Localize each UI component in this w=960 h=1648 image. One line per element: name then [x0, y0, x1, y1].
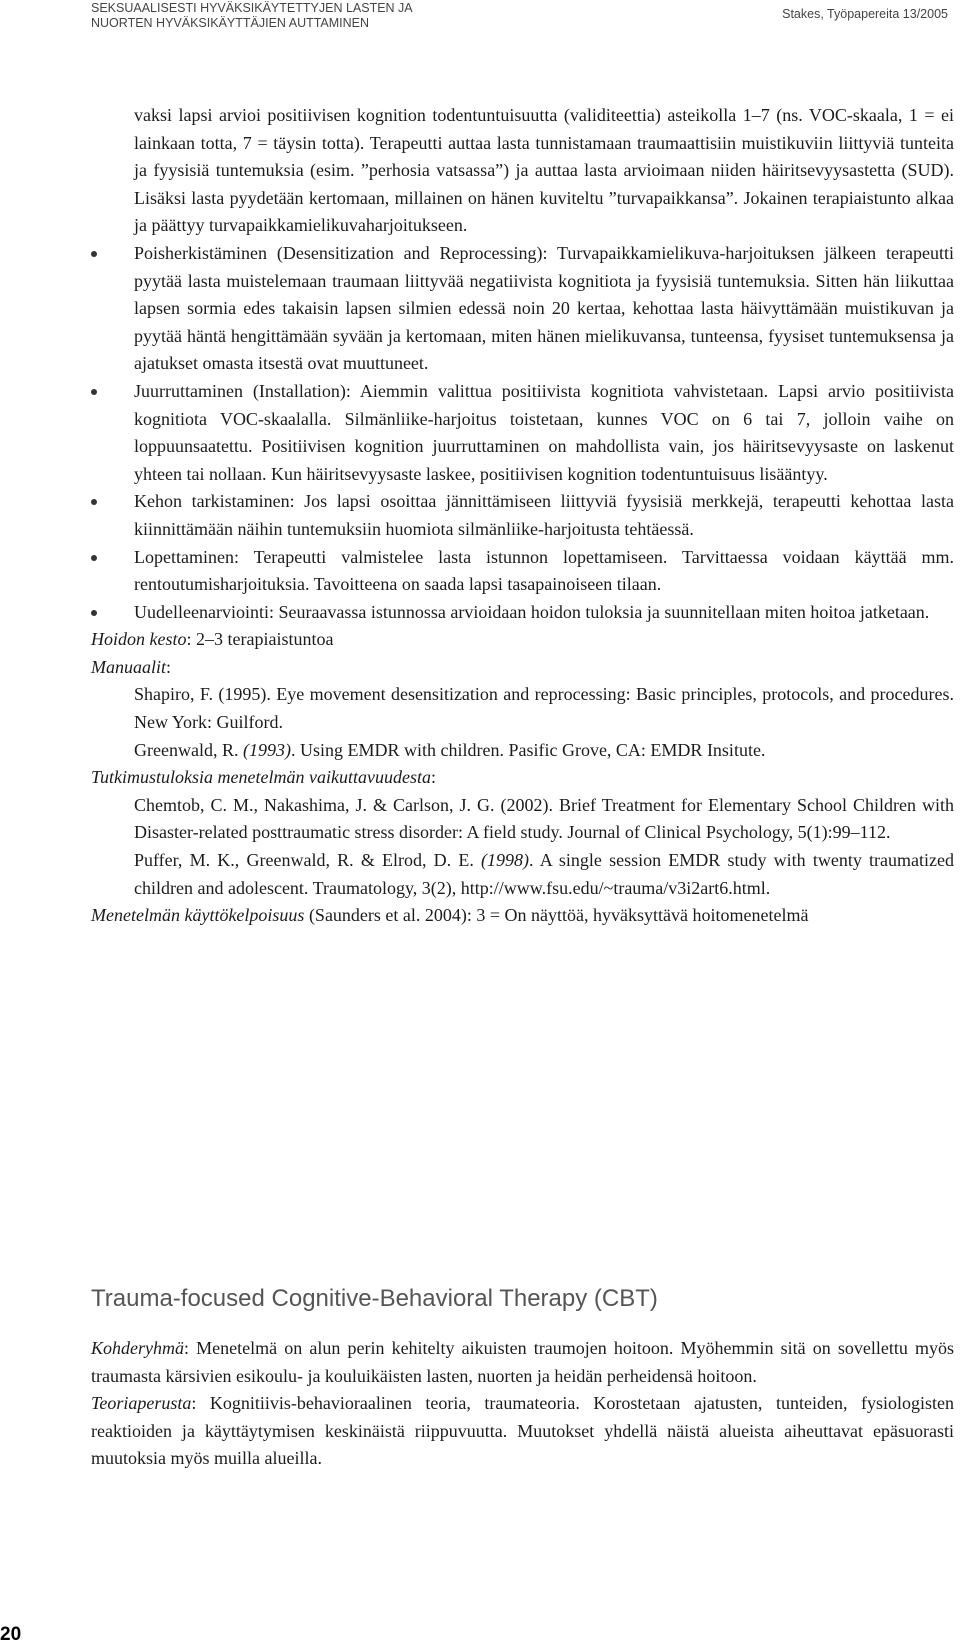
phase-list	[91, 240, 954, 626]
method-applicability: Menetelmän käyttökelpoisuus (Saunders et al. 2004): 3 = On näyttöä, hyväksyttävä hoitomenetelmä	[91, 905, 809, 926]
theory-basis: Teoriaperusta: Kognitiivis-behavioraalinen teoria, traumateoria. Korostetaan ajatusten, tunteiden, fysiologisten reaktioiden ja käyttäytymisen keskinäistä riippuvuutta. Muutokset yhdellä näistä alueista aiheuttavat epäsuorasti muutoksia myös muilla alueilla.	[91, 1393, 954, 1469]
list-item: Uudelleenarviointi: Seuraavassa istunnossa arvioidaan hoidon tuloksia ja suunnitellaan miten hoitoa jatketaan.	[91, 599, 954, 627]
intro-paragraph: vaksi lapsi arvioi positiivisen kognition todentuntuisuutta (validiteettia) asteikolla 1–7 (ns. VOC-skaala, 1 = ei lainkaan totta, 7 = täysin totta). Terapeutti auttaa lasta tunnistamaan traumaattisiin muistikuviin liittyviä tunteita ja fyysisiä tuntemuksia (esim. ”perhosia vatsassa”) ja auttaa lasta arvioimaan niiden häiritsevyysastetta (SUD). Lisäksi lasta pyydetään kertomaan, millainen on hänen kuviteltu ”turvapaikkansa”. Jokainen terapiaistunto alkaa ja päättyy turvapaikkamielikuvaharjoitukseen.	[134, 105, 954, 236]
section-heading: Trauma-focused Cognitive-Behavioral Therapy (CBT)	[91, 1285, 658, 1312]
list-item: Kehon tarkistaminen: Jos lapsi osoittaa jännittämiseen liittyviä fyysisiä merkkejä, terapeutti kehottaa lasta kiinnittämään näihin tuntemuksiin huomiota silmänliike-harjoitusta tehtäessä.	[91, 488, 954, 543]
cbt-content	[91, 1335, 954, 1473]
list-item: Poisherkistäminen (Desensitization and Reprocessing): Turvapaikkamielikuva-harjoituksen jälkeen terapeutti pyytää lasta muistelemaan traumaan liittyvää negatiivista kognitiota ja fyysisiä tuntemuksia. Sitten hän liikuttaa lapsen sormia edes takaisin lapsen silmien edessä noin 20 kertaa, kehottaa lasta häivyttämään muistikuvan ja pyytää häntä hengittämään syvään ja kertomaan, miten hänen mielikuvansa, tunteensa, fyysiset tuntemuksensa ja ajatukset omasta itsestä ovat muuttuneet.	[91, 240, 954, 378]
bullet-icon	[91, 555, 97, 561]
running-header-line-1: SEKSUAALISESTI HYVÄKSIKÄYTETTYJEN LASTEN JA	[91, 1, 413, 15]
running-header-publication: Stakes, Työpapereita 13/2005	[782, 7, 948, 21]
bullet-icon	[91, 499, 97, 505]
research-reference: Chemtob, C. M., Nakashima, J. & Carlson, J. G. (2002). Brief Treatment for Elementary School Children with Disaster-related posttraumatic stress disorder: A field study. Journal of Clinical Psychology, 5(1):99–112.	[134, 794, 954, 843]
page-number: 20	[0, 1624, 22, 1645]
list-item: Juurruttaminen (Installation): Aiemmin valittua positiivista kognitiota vahvistetaan. Lapsi arvio positiivista kognitiota VOC-skaalalla. Silmänliike-harjoitus toistetaan, kunnes VOC on 6 tai 7, jolloin vaihe on loppuunsaatettu. Positiivisen kognition juurruttaminen on mahdollista vain, jos häiritsevyysaste on laskenut yhteen tai nollaan. Kun häiritsevyysaste laskee, positiivisen kognition todentuntuisuus lisääntyy.	[91, 378, 954, 488]
manual-reference: Greenwald, R. (1993). Using EMDR with children. Pasific Grove, CA: EMDR Insitute.	[134, 739, 766, 760]
list-item: Lopettaminen: Terapeutti valmistelee lasta istunnon lopettamiseen. Tarvittaessa voidaan käyttää mm. rentoutumisharjoituksia. Tavoitteena on saada lapsi tasapainoiseen tilaan.	[91, 544, 954, 599]
section-heading-wrap	[91, 1284, 954, 1314]
bullet-icon	[91, 251, 97, 257]
running-header-title	[91, 1, 413, 31]
main-content	[91, 102, 954, 930]
bullet-icon	[91, 610, 97, 616]
research-reference: Puffer, M. K., Greenwald, R. & Elrod, D. E. (1998). A single session EMDR study with twenty traumatized children and adolescent. Traumatology, 3(2), http://www.fsu.edu/~trauma/v3i2art6.html.	[134, 850, 954, 898]
manuals-label: Manuaalit:	[91, 656, 172, 677]
research-label: Tutkimustuloksia menetelmän vaikuttavuudesta:	[91, 767, 436, 788]
treatment-duration: Hoidon kesto: 2–3 terapiaistuntoa	[91, 629, 334, 650]
target-group: Kohderyhmä: Menetelmä on alun perin kehitelty aikuisten traumojen hoitoon. Myöhemmin sitä on sovellettu myös traumasta kärsivien esikoulu- ja kouluikäisten lasten, nuorten ja heidän perheidensä hoitoon.	[91, 1338, 954, 1386]
bullet-icon	[91, 389, 97, 395]
running-header-line-2: NUORTEN HYVÄKSIKÄYTTÄJIEN AUTTAMINEN	[91, 16, 370, 30]
manual-reference: Shapiro, F. (1995). Eye movement desensitization and reprocessing: Basic principles, protocols, and procedures. New York: Guilford.	[134, 684, 954, 733]
